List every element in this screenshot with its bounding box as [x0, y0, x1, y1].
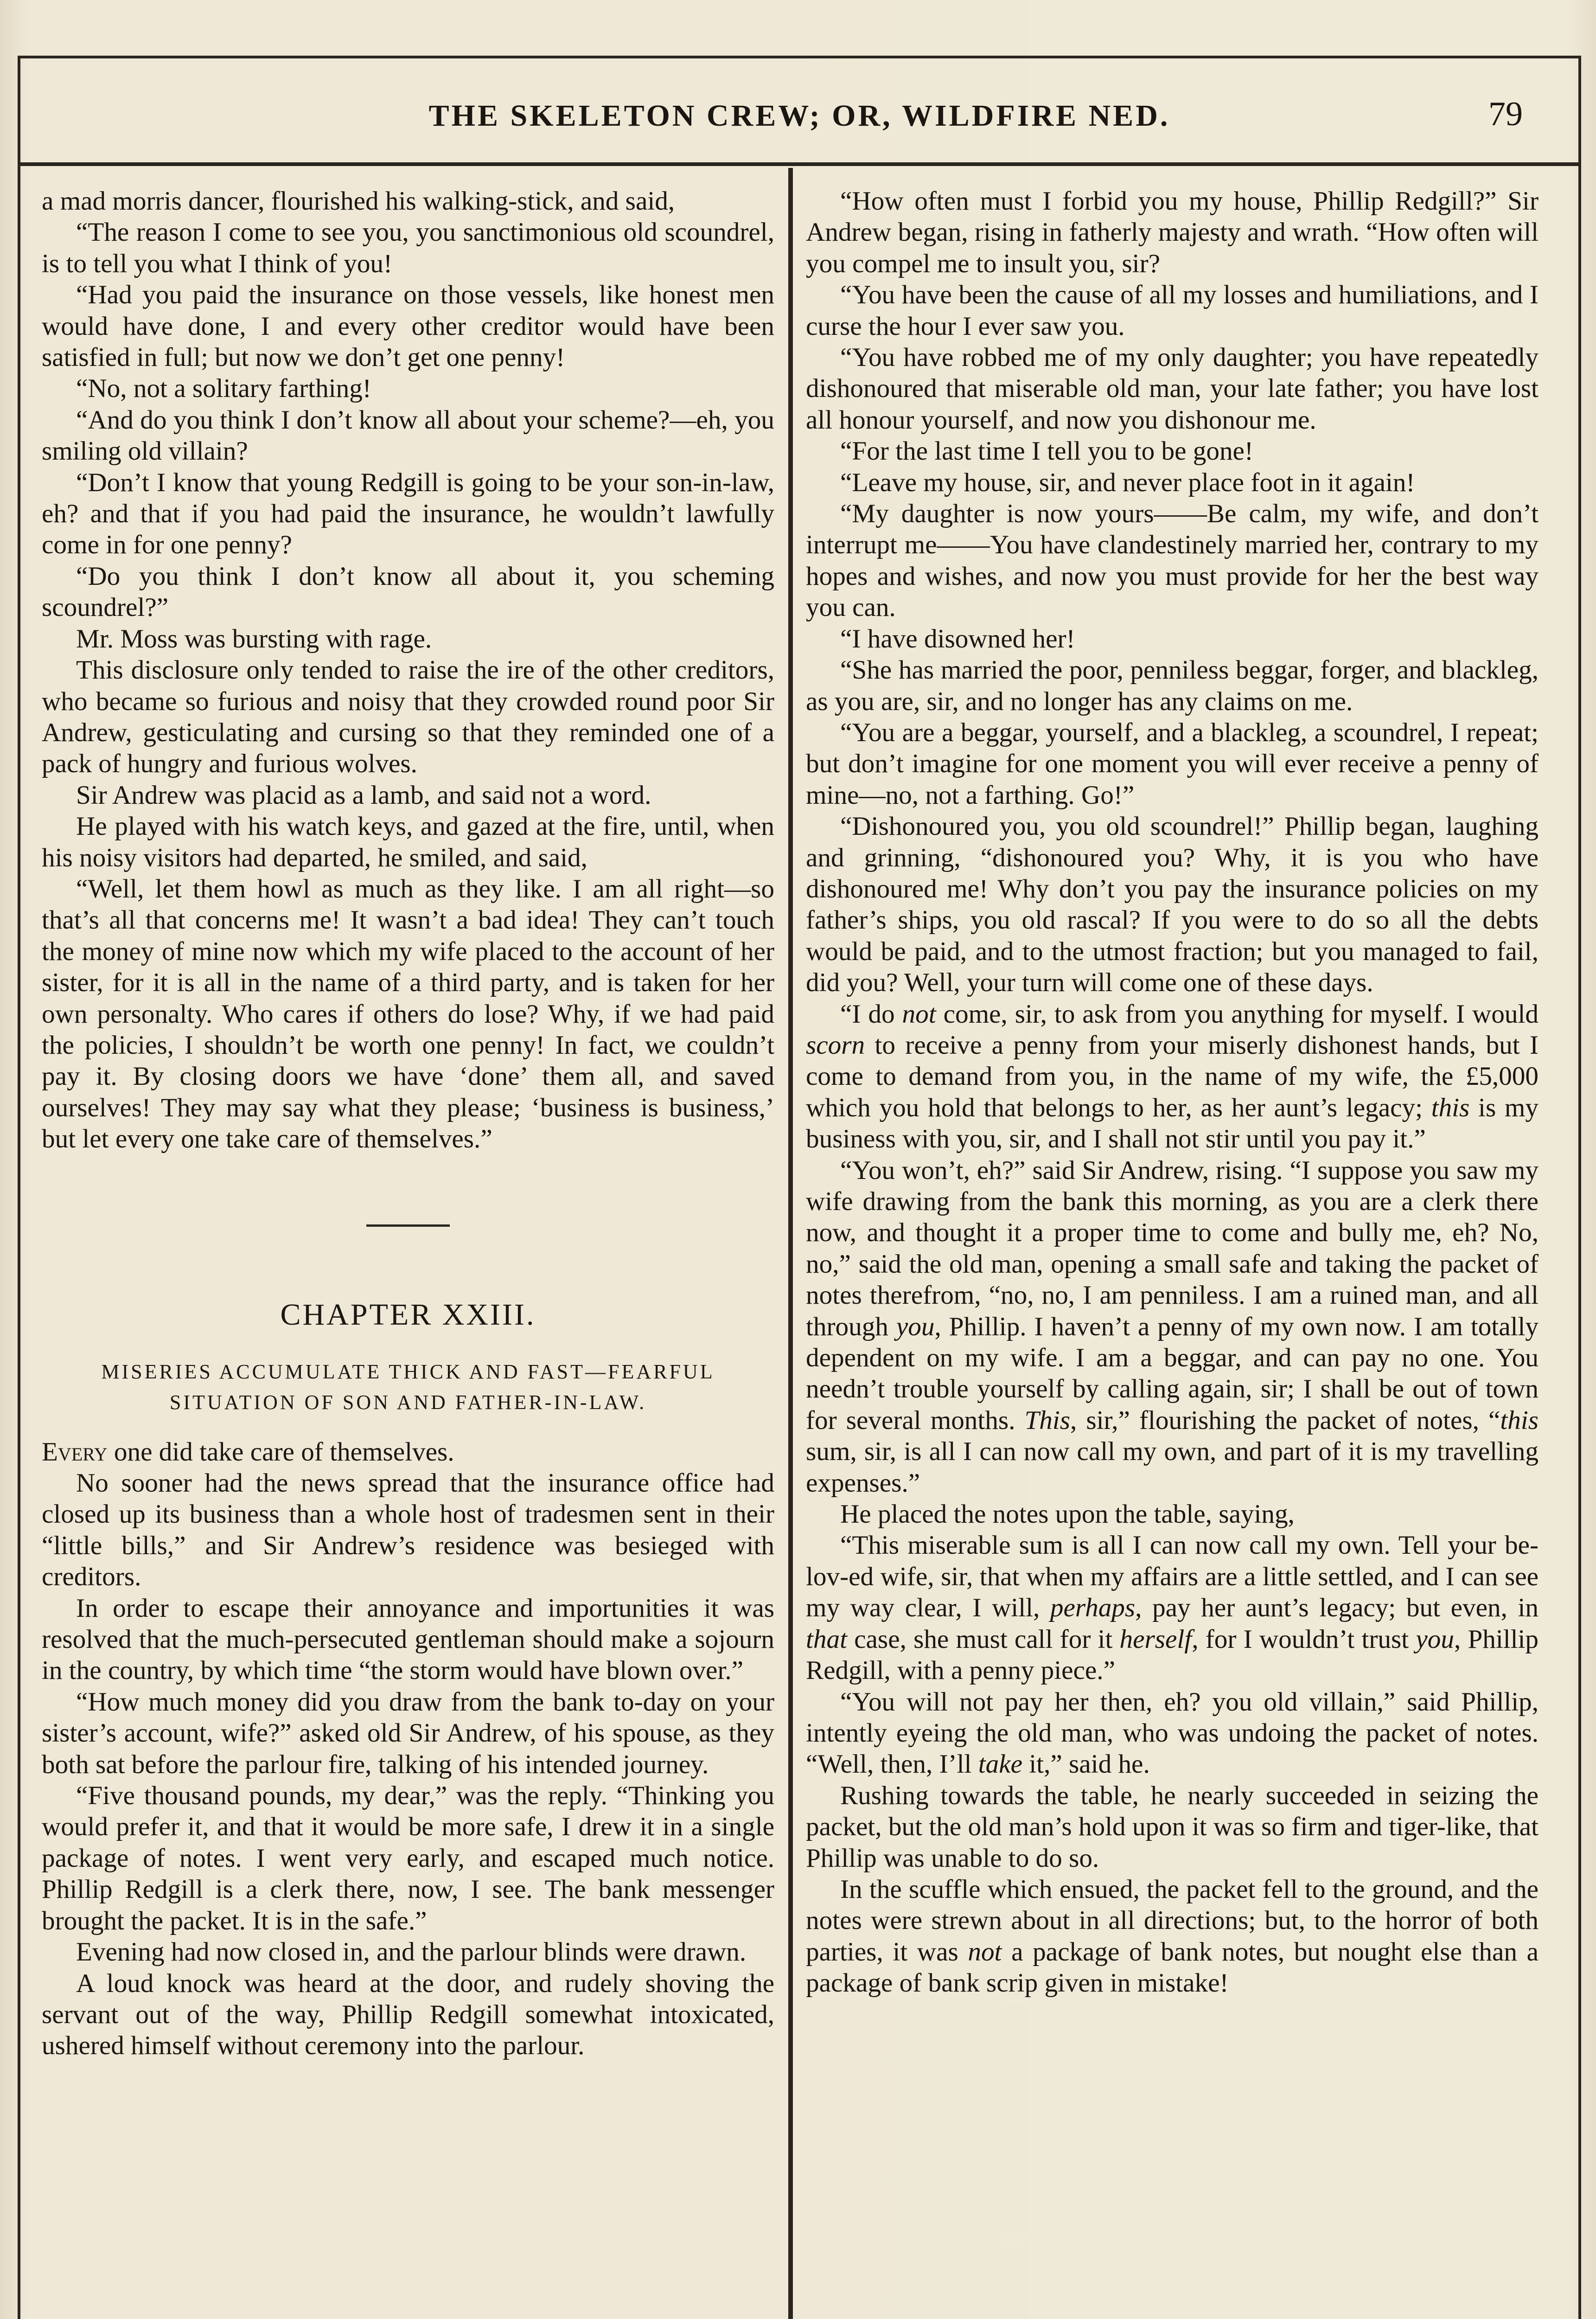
paragraph-text: , pay her aunt’s legacy; but even, in	[1135, 1593, 1539, 1623]
paragraph: In order to escape their annoyance and importunities it was resolved that the much-persecuted gentleman should make a sojourn in the country, by which time “the storm would have blown over.”	[42, 1593, 774, 1685]
paragraph: “How much money did you draw from the bank to-day on your sister’s account, wife?” asked old Sir Andrew, of his spouse, as they both sat before the parlour fire, talking of his intended journey.	[42, 1687, 774, 1779]
paragraph-text: , sir,” flourishing the packet of notes, “	[1070, 1405, 1500, 1435]
paragraph: Mr. Moss was bursting with rage.	[76, 624, 432, 653]
emphasis: take	[978, 1749, 1022, 1779]
page-number: 79	[1488, 95, 1523, 133]
paragraph: “Don’t I know that young Redgill is going to be your son-in-law, eh? and that if you had paid the insurance, he wouldn’t lawfully come in for one penny?	[42, 468, 774, 560]
paragraph-text: come, sir, to ask from you anything for myself. I would	[936, 999, 1539, 1029]
paragraph: Evening had now closed in, and the parlour blinds were drawn.	[76, 1937, 747, 1967]
paragraph: He played with his watch keys, and gazed at the fire, until, when his noisy visitors had departed, he smiled, and said,	[42, 812, 774, 872]
paragraph: “Dishonoured you, you old scoundrel!” Phillip began, laughing and grinning, “dishonoured you? Why, it is you who have dishonoured me! Why don’t you pay the insurance policies on my father’s ships, you old rascal? If you were to do so all the debts would be paid, and to the utmost fraction; but you managed to fail, did you? Well, your turn will come one of these days.	[806, 812, 1539, 998]
emphasis: you	[1416, 1624, 1454, 1654]
paragraph: “My daughter is now yours——Be calm, my wife, and don’t interrupt me——You have clandestinely married her, contrary to my hopes and wishes, and now you must provide for her the best way you can.	[806, 499, 1539, 622]
paragraph: Rushing towards the table, he nearly succeeded in seizing the packet, but the old man’s hold upon it was so firm and tiger-like, that Phillip was unable to do so.	[806, 1781, 1539, 1873]
paragraph-text: sum, sir, is all I can now call my own, and part of it is my travelling expenses.”	[806, 1437, 1539, 1498]
paragraph	[806, 1530, 1539, 1686]
paragraph	[806, 1686, 1539, 1780]
emphasis: herself	[1119, 1624, 1192, 1654]
paragraph: This disclosure only tended to raise the ire of the other creditors, who became so furious and noisy that they crowded round poor Sir Andrew, gesticulating and cursing so that they reminded one of a pack of hungry and furious wolves.	[42, 655, 774, 779]
emphasis: not	[902, 999, 936, 1029]
running-title: THE SKELETON CREW; OR, WILDFIRE NED.	[428, 99, 1170, 133]
paragraph-text: case, she must call for it	[847, 1624, 1120, 1654]
paragraph: A loud knock was heard at the door, and rudely shoving the servant out of the way, Phillip Redgill somewhat intoxicated, ushered himself without ceremony into the parlour.	[42, 1968, 774, 2061]
emphasis: this	[1431, 1093, 1470, 1122]
paragraph-text: it,” said he.	[1022, 1749, 1150, 1779]
paragraph-text: “This miserable sum is all I can now call my own. Tell your be-lov-ed wife, sir, that when my affairs are a little settled, and I can see my way clear, I will,	[806, 1531, 1539, 1623]
header-rule	[20, 162, 1578, 166]
emphasis: This	[1024, 1405, 1071, 1435]
paragraph	[806, 999, 1539, 1155]
emphasis: scorn	[806, 1030, 865, 1060]
paragraph: “Five thousand pounds, my dear,” was the reply. “Thinking you would prefer it, and that it would be more safe, I drew it in a single package of notes. I went very early, and escaped much notice. Phillip Redgill is a clerk there, now, I see. The bank messenger brought the packet. It is in the safe.”	[42, 1781, 774, 1935]
paragraph: “You have robbed me of my only daughter; you have repeatedly dishonoured that miserable old man, your late father; you have lost all honour yourself, and now you dishonour me.	[806, 343, 1539, 435]
emphasis: not	[968, 1937, 1002, 1967]
opening-word: Every	[42, 1437, 108, 1467]
paragraph-text: “You won’t, eh?” said Sir Andrew, rising. “I suppose you saw my wife drawing from the bank this morning, as you are a clerk there now, and thought it a proper time to come and bully me, eh? No, no,” said the old man, opening a small safe and taking the packet of notes therefrom, “no, no, I am penniless. I am a ruined man, and all through	[806, 1155, 1539, 1341]
paragraph-text: “You will not pay her then, eh? you old villain,” said Phillip, intently eyeing the old man, who was undoing the packet of notes. “Well, then, I’ll	[806, 1687, 1539, 1779]
emphasis: this	[1500, 1405, 1539, 1435]
paragraph-text: In the scuffle which ensued, the packet fell to the ground, and the notes were strewn about in all directions; but, to the horror of both parties, it was	[806, 1874, 1539, 1967]
paragraph-text: is my business with you, sir, and I shall not stir until you pay it.”	[806, 1093, 1539, 1154]
right-column	[806, 186, 1539, 1999]
paragraph-text: , Phillip Redgill, with a penny piece.”	[806, 1624, 1539, 1685]
paragraph: “Do you think I don’t know all about it, you scheming scoundrel?”	[42, 561, 774, 622]
left-column	[42, 186, 774, 2062]
paragraph	[806, 1155, 1539, 1499]
paragraph: “She has married the poor, penniless beggar, forger, and blackleg, as you are, sir, and no longer has any claims on me.	[806, 655, 1539, 716]
paragraph	[42, 1436, 774, 1467]
paragraph-text: a package of bank notes, but nought else than a package of bank scrip given in mistake!	[806, 1937, 1539, 1998]
paragraph: “I have disowned her!	[840, 624, 1075, 653]
paragraph: He placed the notes upon the table, saying,	[840, 1499, 1295, 1529]
paragraph: “Leave my house, sir, and never place foot in it again!	[840, 468, 1415, 497]
paragraph-text: one did take care of themselves.	[107, 1437, 454, 1467]
paragraph: “No, not a solitary farthing!	[76, 374, 371, 404]
paragraph: “For the last time I tell you to be gone!	[840, 436, 1253, 466]
paragraph: “The reason I come to see you, you sanctimonious old scoundrel, is to tell you what I think of you!	[42, 218, 774, 278]
paragraph-text: to receive a penny from your miserly dishonest hands, but I come to demand from you, in the name of my wife, the £5,000 which you hold that belongs to her, as her aunt’s legacy;	[806, 1030, 1539, 1122]
paragraph: “Had you paid the insurance on those vessels, like honest men would have done, I and every other creditor would have been satisfied in full; but now we don’t get one penny!	[42, 280, 774, 372]
paragraph: a mad morris dancer, flourished his walking-stick, and said,	[42, 186, 675, 216]
paragraph	[806, 1874, 1539, 1999]
column-divider	[788, 168, 793, 2319]
paragraph: “And do you think I don’t know all about your scheme?—eh, you smiling old villain?	[42, 405, 774, 466]
paragraph: “Well, let them howl as much as they like. I am all right—so that’s all that concerns me! It wasn’t a bad idea! They can’t touch the money of mine now which my wife placed to the account of her sister, for it is all in the name of a third party, and is taken for her own personalty. Who cares if others do lose? Why, if we had paid the policies, I shouldn’t be worth one penny! In fact, we couldn’t pay it. By closing doors we have ‘done’ them all, and saved ourselves! They may say what they please; ‘business is business,’ but let every one take care of themselves.”	[42, 874, 774, 1154]
paragraph: “How often must I forbid you my house, Phillip Redgill?” Sir Andrew began, rising in fatherly majesty and wrath. “How often will you compel me to insult you, sir?	[806, 186, 1539, 278]
paragraph: “You are a beggar, yourself, and a blackleg, a scoundrel, I repeat; but don’t imagine for one moment you will ever receive a penny of mine—no, not a farthing. Go!”	[806, 717, 1539, 810]
chapter-heading: CHAPTER XXIII.	[280, 1297, 536, 1332]
paragraph: Sir Andrew was placid as a lamb, and said not a word.	[76, 780, 651, 810]
paragraph-text: , for I wouldn’t trust	[1192, 1624, 1416, 1654]
paragraph-text: “I do	[840, 999, 902, 1029]
page-header	[20, 58, 1578, 165]
emphasis: you	[896, 1312, 935, 1341]
paragraph-text: , Phillip. I haven’t a penny of my own now. I am totally dependent on my wife. I am a beggar, and can pay no one. You needn’t trouble yourself by calling again, sir; I shall be out of town for several months.	[806, 1312, 1539, 1435]
section-divider	[366, 1224, 450, 1227]
emphasis: that	[806, 1624, 847, 1654]
paragraph: No sooner had the news spread that the insurance office had closed up its business than a whole host of tradesmen sent in their “little bills,” and Sir Andrew’s residence was besieged with creditors.	[42, 1468, 774, 1592]
paragraph: “You have been the cause of all my losses and humiliations, and I curse the hour I ever saw you.	[806, 280, 1539, 341]
emphasis: perhaps	[1050, 1593, 1136, 1623]
chapter-summary: MISERIES ACCUMULATE THICK AND FAST—FEARFUL SITUATION OF SON AND FATHER-IN-LAW.	[101, 1360, 715, 1414]
